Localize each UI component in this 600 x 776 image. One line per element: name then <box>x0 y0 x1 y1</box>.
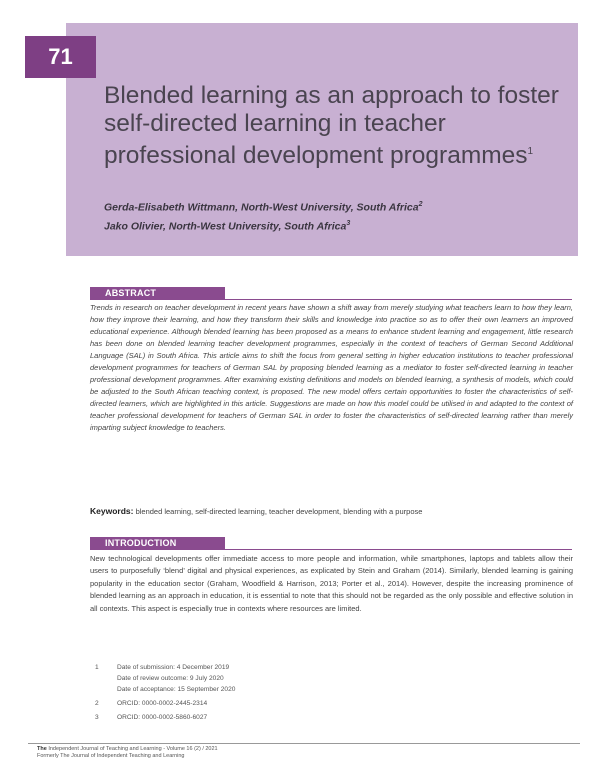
footnote-2: 2 ORCID: 0000-0002-2445-2314 <box>95 700 208 707</box>
introduction-heading: INTRODUCTION <box>90 537 225 550</box>
footnote-1: 1 Date of submission: 4 December 2019 Date of review outcome: 9 July 2020 Date of acceptance: 15 September 2020 <box>95 664 236 693</box>
introduction-text: New technological developments offer immediate access to more people and information, while smartphones, laptops and tablets allow their users to purposefully ‘blend’ digital and physical experiences, as explicated by Stein and Graham (2014). Similarly, blended learning is gaining popularity in the education sector (Graham, Woodfield & Harrison, 2013; Porter et al., 2014). However, despite the increasing prominence of blended learning as an approach in education, it is essential to note that this should not be regarded as the only possible and effective solution in all contexts. This aspect is especially true in contexts where resources are limited. <box>90 554 573 613</box>
abstract-text: Trends in research on teacher development in recent years have shown a shift away from merely studying what teachers learn to how they learn, how they improve their learning, and how they transform their skills and knowledge into practice so as to offer their own learners an improved educational experience. Although blended learning has been proposed as a means to enhance student learning and engagement, little research has been done on blended learning teacher development programmes, especially in the context of teachers of German Second Additional Language (SAL) in South Africa. This article aims to shift the focus from general setting in higher education institutions to teacher professional development programmes for teachers of German SAL by proposing blended learning as a mediator to foster self-directed learning in teacher professional development programmes. After examining existing definitions and models on blended learning, a synthesis of models, which could be adjusted to the South African teaching context, is proposed. The new model offers certain opportunities to foster the characteristics of self-directed learners, which are highlighted in this article. Suggestions are made on how this model could be utilised in and adapted to the context of teacher professional development for teachers of German SAL in order to foster the characteristics of self-directed learning rather than merely imparting subject knowledge to teachers. <box>90 303 573 432</box>
abstract-heading: ABSTRACT <box>90 287 225 300</box>
footer-rule <box>28 743 580 744</box>
article-title: Blended learning as an approach to foster self-directed learning in teacher professional development programmes$^1$ <box>104 82 559 170</box>
title-footnote-marker: 1 <box>527 146 534 157</box>
keywords: Keywords: blended learning, self-directed learning, teacher development, blending with a purpose <box>90 506 423 516</box>
author-2: Jako Olivier, North-West University, South Africa$^3$ <box>104 219 351 232</box>
author-1: Gerda-Elisabeth Wittmann, North-West University, South Africa$^2$ <box>104 201 423 214</box>
footnote-3: 3 ORCID: 0000-0002-5860-6027 <box>95 714 208 721</box>
footnotes <box>95 662 395 723</box>
introduction-rule <box>90 549 572 550</box>
abstract-rule <box>90 299 572 300</box>
author-list <box>104 197 574 234</box>
page-footer: The Independent Journal of Teaching and Learning - Volume 16 (2) / 2021 Formerly The Journal of Independent Teaching and Learning <box>37 746 218 759</box>
page-number: 71 <box>25 36 96 78</box>
